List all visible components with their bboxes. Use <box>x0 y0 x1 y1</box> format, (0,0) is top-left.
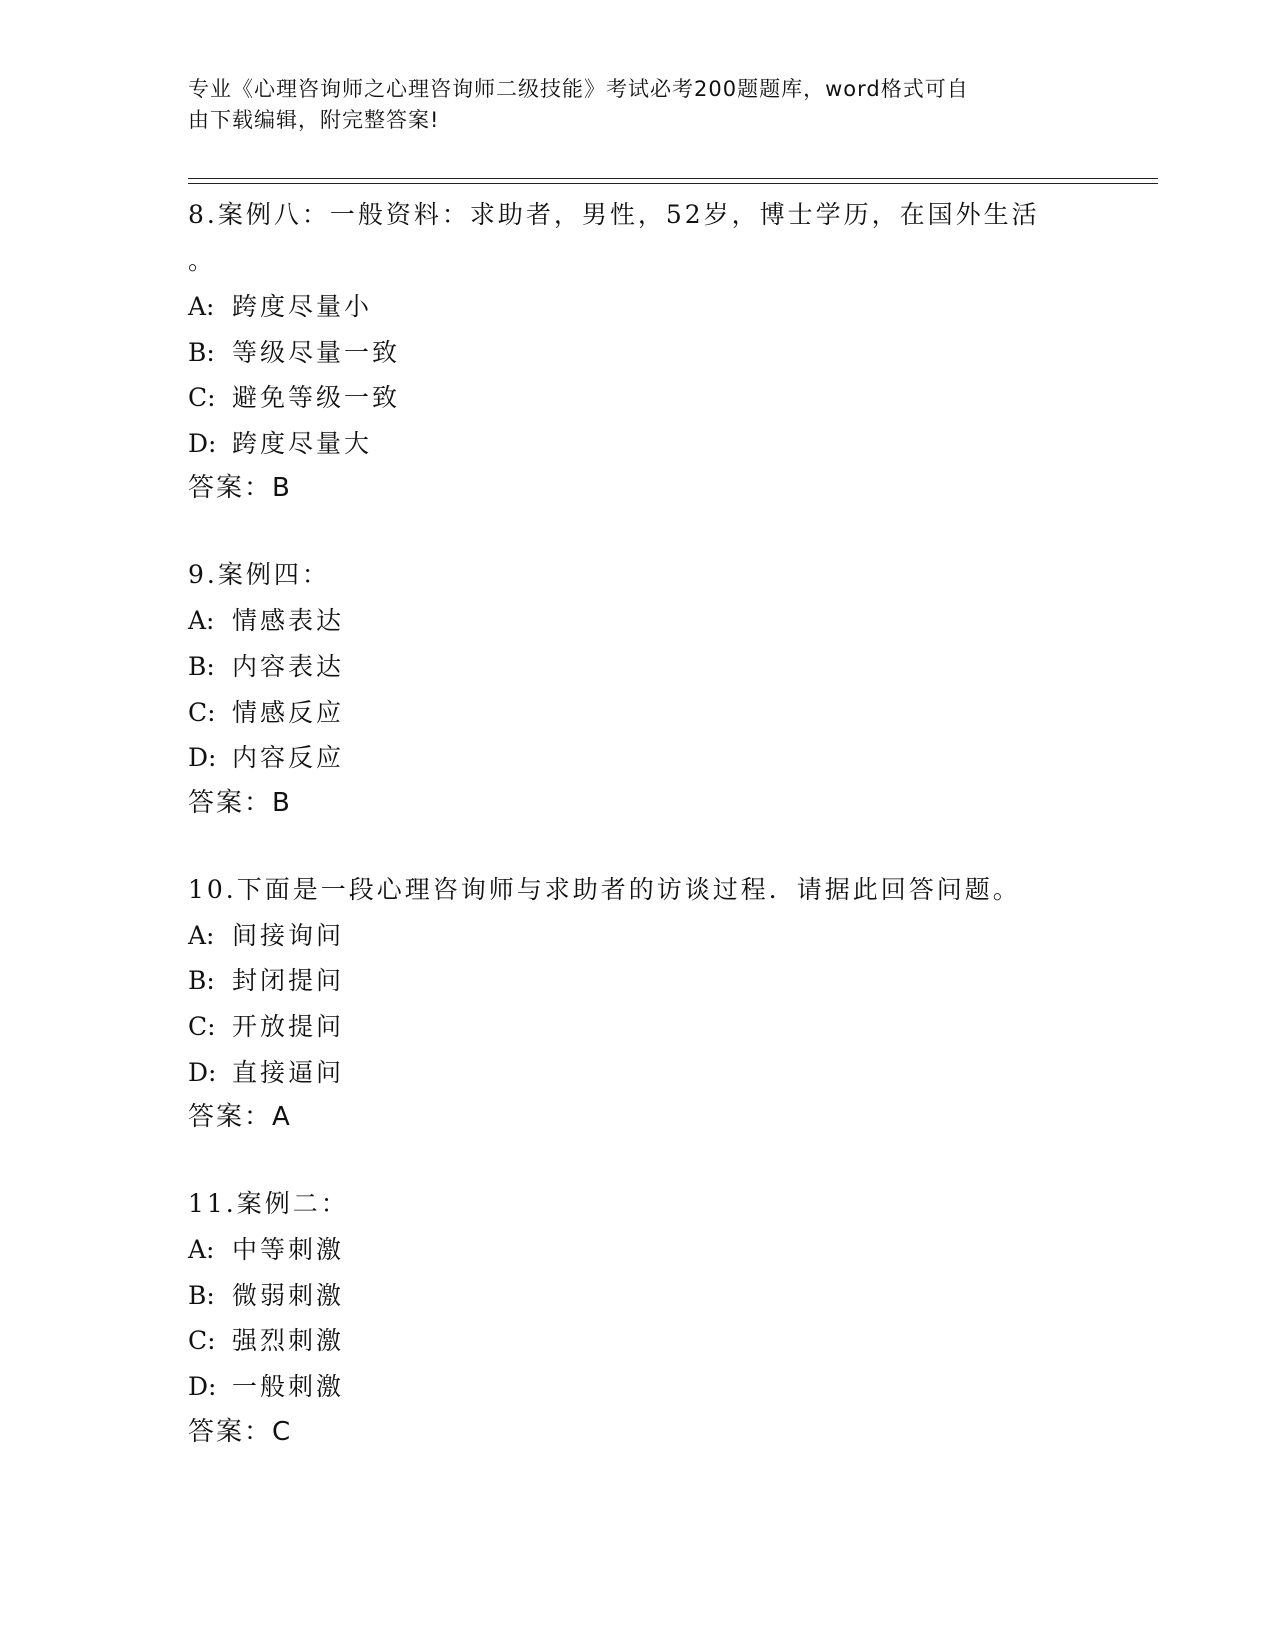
option-c <box>188 690 1088 736</box>
option-b <box>188 644 1088 690</box>
option-text: 开放提问 <box>232 1011 345 1041</box>
option-letter: B: <box>188 1280 215 1310</box>
document-header <box>188 74 1068 136</box>
option-letter: A: <box>188 292 215 321</box>
option-letter: A: <box>188 920 215 950</box>
option-letter: C: <box>188 1326 216 1356</box>
option-b <box>188 1273 1088 1319</box>
header-rule-bottom <box>188 183 1158 184</box>
header-line-1: 专业《心理咨询师之心理咨询师二级技能》考试必考200题题库，word格式可自 <box>188 77 969 101</box>
option-text: 内容表达 <box>232 651 345 681</box>
option-text: 封闭提问 <box>232 966 345 996</box>
option-letter: C: <box>188 383 216 413</box>
option-text: 避免等级一致 <box>232 383 401 413</box>
option-c <box>188 375 1088 421</box>
option-text: 间接询问 <box>232 920 345 950</box>
option-text: 情感反应 <box>232 697 345 727</box>
option-text: 等级尽量一致 <box>232 337 401 367</box>
option-d <box>188 421 1088 467</box>
header-rule-top <box>188 178 1158 179</box>
question-9 <box>188 552 1088 825</box>
option-text: 情感表达 <box>232 606 345 636</box>
option-a <box>188 1227 1088 1273</box>
question-title: 9.案例四： <box>188 560 330 590</box>
option-letter: D: <box>188 1371 217 1401</box>
option-letter: A: <box>188 1235 215 1265</box>
answer-line: 答案：B <box>188 473 292 504</box>
option-letter: C: <box>188 697 216 727</box>
question-title: 8.案例八：一般资料：求助者，男性，52岁，博士学历，在国外生活 <box>188 200 1040 229</box>
question-8 <box>188 192 1088 511</box>
option-text: 微弱刺激 <box>232 1280 345 1310</box>
option-text: 直接逼问 <box>232 1057 345 1087</box>
option-letter: D: <box>188 1057 217 1087</box>
question-title: 10.下面是一段心理咨询师与求助者的访谈过程．请据此回答问题。 <box>188 874 1021 904</box>
question-11 <box>188 1181 1088 1454</box>
option-text: 内容反应 <box>232 743 345 773</box>
option-a <box>188 598 1088 644</box>
question-10 <box>188 867 1088 1140</box>
option-b <box>188 330 1088 376</box>
option-letter: A: <box>188 606 215 636</box>
option-b <box>188 958 1088 1004</box>
answer-line: 答案：B <box>188 787 292 818</box>
option-c <box>188 1004 1088 1050</box>
option-letter: B: <box>188 651 215 681</box>
answer-line: 答案：A <box>188 1102 292 1133</box>
option-d <box>188 1364 1088 1410</box>
option-text: 中等刺激 <box>232 1235 345 1265</box>
option-letter: B: <box>188 966 215 996</box>
option-letter: D: <box>188 428 217 458</box>
option-a <box>188 284 1088 330</box>
option-d <box>188 735 1088 781</box>
option-text: 一般刺激 <box>232 1371 345 1401</box>
question-title: 11.案例二： <box>188 1189 349 1219</box>
option-a <box>188 913 1088 959</box>
option-d <box>188 1050 1088 1096</box>
option-letter: B: <box>188 337 215 367</box>
option-letter: D: <box>188 743 217 773</box>
question-title-continuation: 。 <box>188 246 214 275</box>
answer-line: 答案：C <box>188 1416 293 1447</box>
header-line-2: 由下载编辑，附完整答案! <box>188 108 440 132</box>
option-c <box>188 1318 1088 1364</box>
option-text: 强烈刺激 <box>232 1326 345 1356</box>
option-text: 跨度尽量小 <box>232 292 373 321</box>
option-letter: C: <box>188 1011 216 1041</box>
question-list <box>188 192 1088 1496</box>
option-text: 跨度尽量大 <box>232 428 373 458</box>
